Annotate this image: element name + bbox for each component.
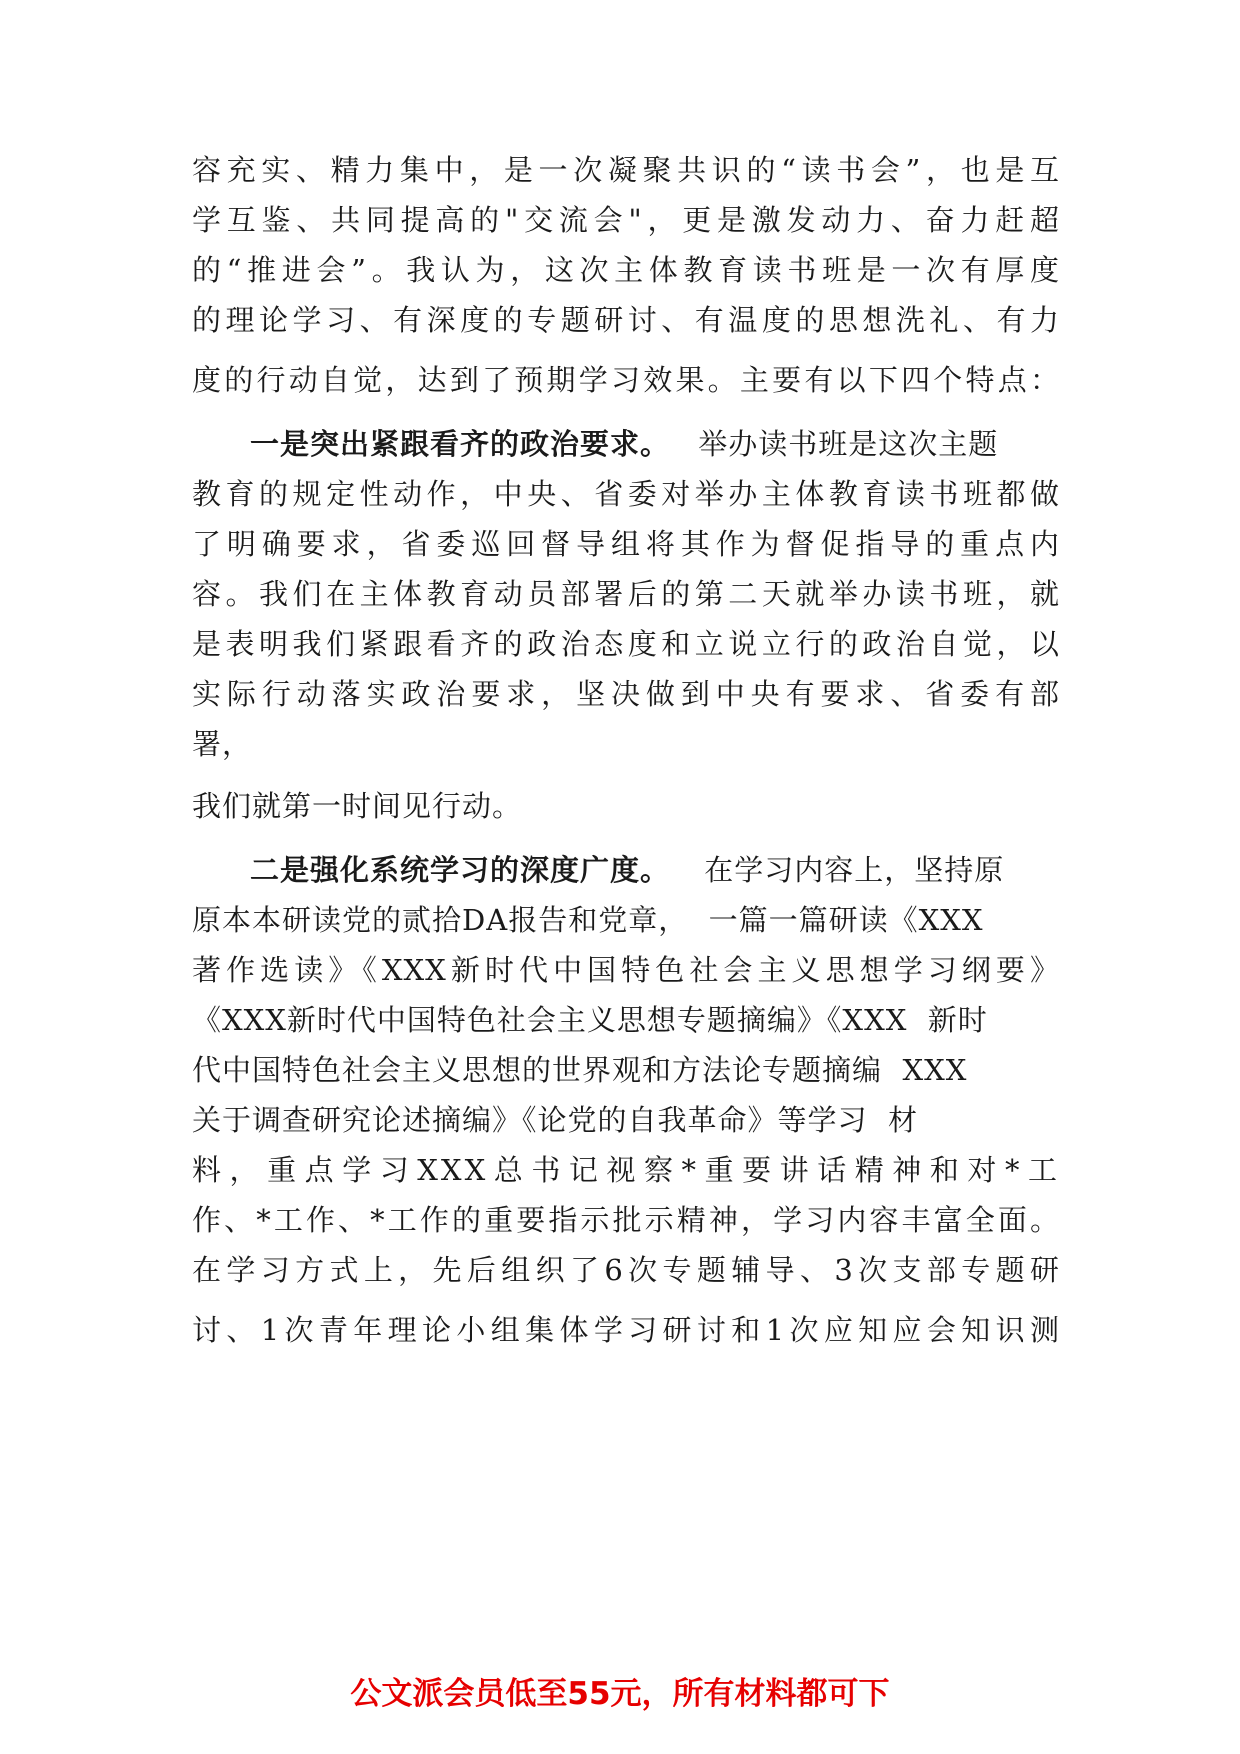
paragraph-line: 著作选读》《XXX新时代中国特色社会主义思想学习纲要》 [192, 953, 1060, 987]
section-2-first-line-text: 在学习内容上，坚持原 [704, 853, 1005, 887]
section-2-first-line [250, 850, 1060, 890]
paragraph-line: 容充实、精力集中，是一次凝聚共识的“读书会”，也是互 [192, 153, 1060, 187]
paragraph-line: 度的行动自觉，达到了预期学习效果。主要有以下四个特点： [192, 363, 1060, 397]
paragraph-line: 代中国特色社会主义思想的世界观和方法论专题摘编 XXX [192, 1053, 968, 1087]
paragraph-line: 我们就第一时间见行动。 [192, 789, 523, 823]
paragraph-line: 教育的规定性动作，中央、省委对举办主体教育读书班都做 [192, 477, 1060, 511]
paragraph-line: 在学习方式上，先后组织了6次专题辅导、3次支部专题研 [192, 1253, 1060, 1287]
paragraph-line: 署， [192, 727, 253, 761]
paragraph-line: 关于调查研究论述摘编》《论党的自我革命》等学习 材 [192, 1103, 918, 1137]
paragraph-line: 原本本研读党的贰拾DA报告和党章， 一篇一篇研读《XXX [192, 903, 984, 937]
paragraph-line: 的“推进会”。我认为，这次主体教育读书班是一次有厚度 [192, 253, 1060, 287]
paragraph-line: 讨、1次青年理论小组集体学习研讨和1次应知应会知识测 [192, 1313, 1060, 1347]
paragraph-line: 学互鉴、共同提高的"交流会"，更是激发动力、奋力赶超 [192, 203, 1060, 237]
paragraph-line: 容。我们在主体教育动员部署后的第二天就举办读书班，就 [192, 577, 1060, 611]
section-1-first-line-text: 举办读书班是这次主题 [698, 427, 999, 461]
paragraph-line: 的理论学习、有深度的专题研讨、有温度的思想洗礼、有力 [192, 303, 1060, 337]
paragraph-line: 实际行动落实政治要求，坚决做到中央有要求、省委有部 [192, 677, 1060, 711]
promo-footer: 公文派会员低至55元，所有材料都可下 [350, 1676, 890, 1712]
paragraph-line: 是表明我们紧跟看齐的政治态度和立说立行的政治自觉，以 [192, 627, 1060, 661]
paragraph-line: 作、*工作、*工作的重要指示批示精神，学习内容丰富全面。 [192, 1203, 1060, 1237]
section-2-heading: 二是强化系统学习的深度广度。 [250, 853, 671, 887]
paragraph-line: 了明确要求，省委巡回督导组将其作为督促指导的重点内 [192, 527, 1060, 561]
paragraph-line: 料，重点学习XXX总书记视察*重要讲话精神和对*工 [192, 1153, 1060, 1187]
paragraph-line: 《XXX新时代中国特色社会主义思想专题摘编》《XXX 新时 [192, 1003, 988, 1037]
section-1-heading: 一是突出紧跟看齐的政治要求。 [250, 427, 671, 461]
section-1-first-line [250, 424, 1060, 464]
